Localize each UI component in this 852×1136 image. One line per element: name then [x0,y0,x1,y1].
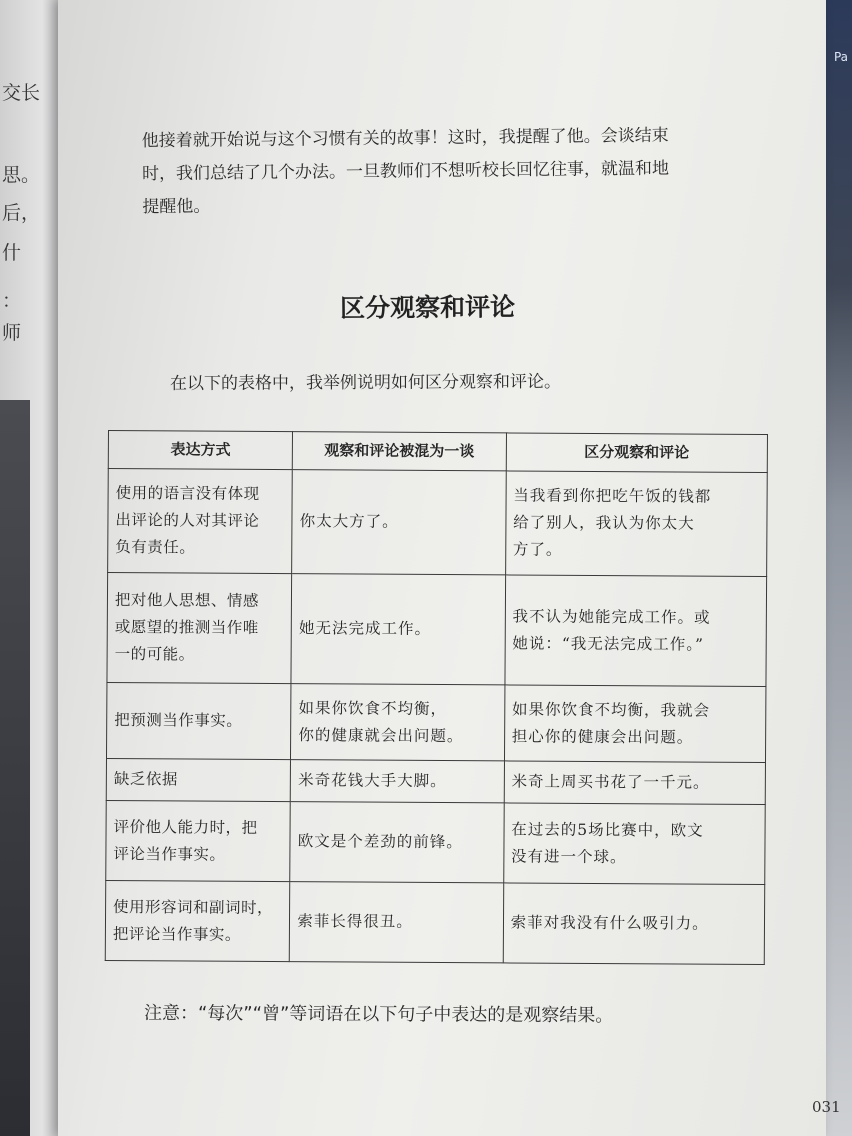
header-separated: 区分观察和评论 [506,433,768,473]
cell-line: 你太大方了。 [299,512,399,531]
cell-separated [505,575,767,687]
left-page-fragment: 交长 [2,82,41,104]
paragraph-line: 时，我们总结了几个办法。一旦教师们不想听校长回忆往事，就温和地 [141,158,670,185]
cell-line: 索菲对我没有什么吸引力。 [510,913,709,933]
cell-line: 我不认为她能完成工作。或 [512,606,711,627]
table-header-row [108,431,767,473]
cell-line: 你的健康就会出问题。 [298,725,464,745]
background-screen-text: Pa [833,50,848,64]
cell-line: 一的可能。 [114,645,195,664]
left-page-fragment: ： [2,290,22,312]
cell-line: 米奇上周买书花了一千元。 [511,772,710,792]
cell-line: 索菲长得很丑。 [297,912,413,931]
paragraph-line: 他接着就开始说与这个习惯有关的故事！这时，我提醒了他。会谈结束 [141,125,669,152]
cell-line: 担心你的健康会出问题。 [511,726,694,747]
cell-expression-type [106,800,291,881]
cell-line: 给了别人，我认为你太大 [513,513,695,533]
cell-expression-type [105,880,290,961]
section-heading: 区分观察和评论 [339,292,516,323]
table-row [107,573,767,687]
table-row [106,800,765,884]
paragraph-line: 提醒他。 [142,196,211,218]
cell-mixed [290,882,504,963]
cell-mixed [291,684,505,761]
cell-line: 或愿望的推测当作唯 [114,618,259,637]
cell-separated [504,685,766,763]
cell-line: 把预测当作事实。 [114,711,243,730]
cell-line: 没有进一个球。 [511,846,627,866]
body-paragraph [141,119,752,224]
comparison-table [105,430,768,965]
left-page-fragment: 什 [2,242,22,264]
left-page-fragment: 思。 [2,164,41,186]
left-page-fragment: 后， [2,202,41,224]
cell-line: 出评论的人对其评论 [115,511,260,530]
cell-line: 米奇花钱大手大脚。 [298,771,447,791]
cell-mixed [290,802,504,883]
cell-separated [504,761,766,805]
cell-expression-type [108,469,293,574]
cell-line: 评论当作事实。 [113,844,226,864]
cell-mixed [292,470,506,575]
cell-line: 评价他人能力时，把 [113,817,258,837]
header-mixed: 观察和评论被混为一谈 [293,432,507,471]
intro-sentence: 在以下的表格中，我举例说明如何区分观察和评论。 [169,371,562,395]
left-page-edge [0,0,60,1136]
cell-line: 方了。 [512,540,563,559]
cell-expression-type [106,758,291,801]
header-expression-type: 表达方式 [108,431,292,470]
cell-line: 如果你饮食不均衡， [298,698,448,718]
cell-line: 欧文是个差劲的前锋。 [297,832,463,852]
cell-mixed [291,574,505,685]
page-number: 031 [812,1098,841,1116]
table-row [106,682,765,762]
cell-line: 使用形容词和副词时， [113,897,274,917]
cell-separated [505,471,767,577]
cell-line: 使用的语言没有体现 [115,484,260,503]
cell-separated [503,883,765,965]
left-page-fragment: 师 [2,322,22,344]
cell-line: 把对他人思想、情感 [114,591,260,610]
cell-line: 她无法完成工作。 [299,619,432,638]
cell-line: 如果你饮食不均衡，我就会 [511,699,711,720]
cell-line: 负有责任。 [115,538,196,557]
cell-line: 当我看到你把吃午饭的钱都 [513,486,712,506]
cell-expression-type [107,573,292,684]
cell-line: 缺乏依据 [113,770,178,789]
cell-line: 把评论当作事实。 [112,924,241,944]
table-row [108,469,768,577]
left-page-shadow [0,400,30,1136]
note-sentence: 注意：“每次”“曾”等词语在以下句子中表达的是观察结果。 [143,1002,614,1027]
cell-mixed [290,760,504,803]
cell-separated [503,803,765,885]
table-row [106,758,765,804]
cell-expression-type [106,682,291,759]
cell-line: 在过去的5场比赛中，欧文 [511,819,704,840]
cell-line: 她说：“我无法完成工作。” [512,633,705,654]
table-row [105,880,764,964]
